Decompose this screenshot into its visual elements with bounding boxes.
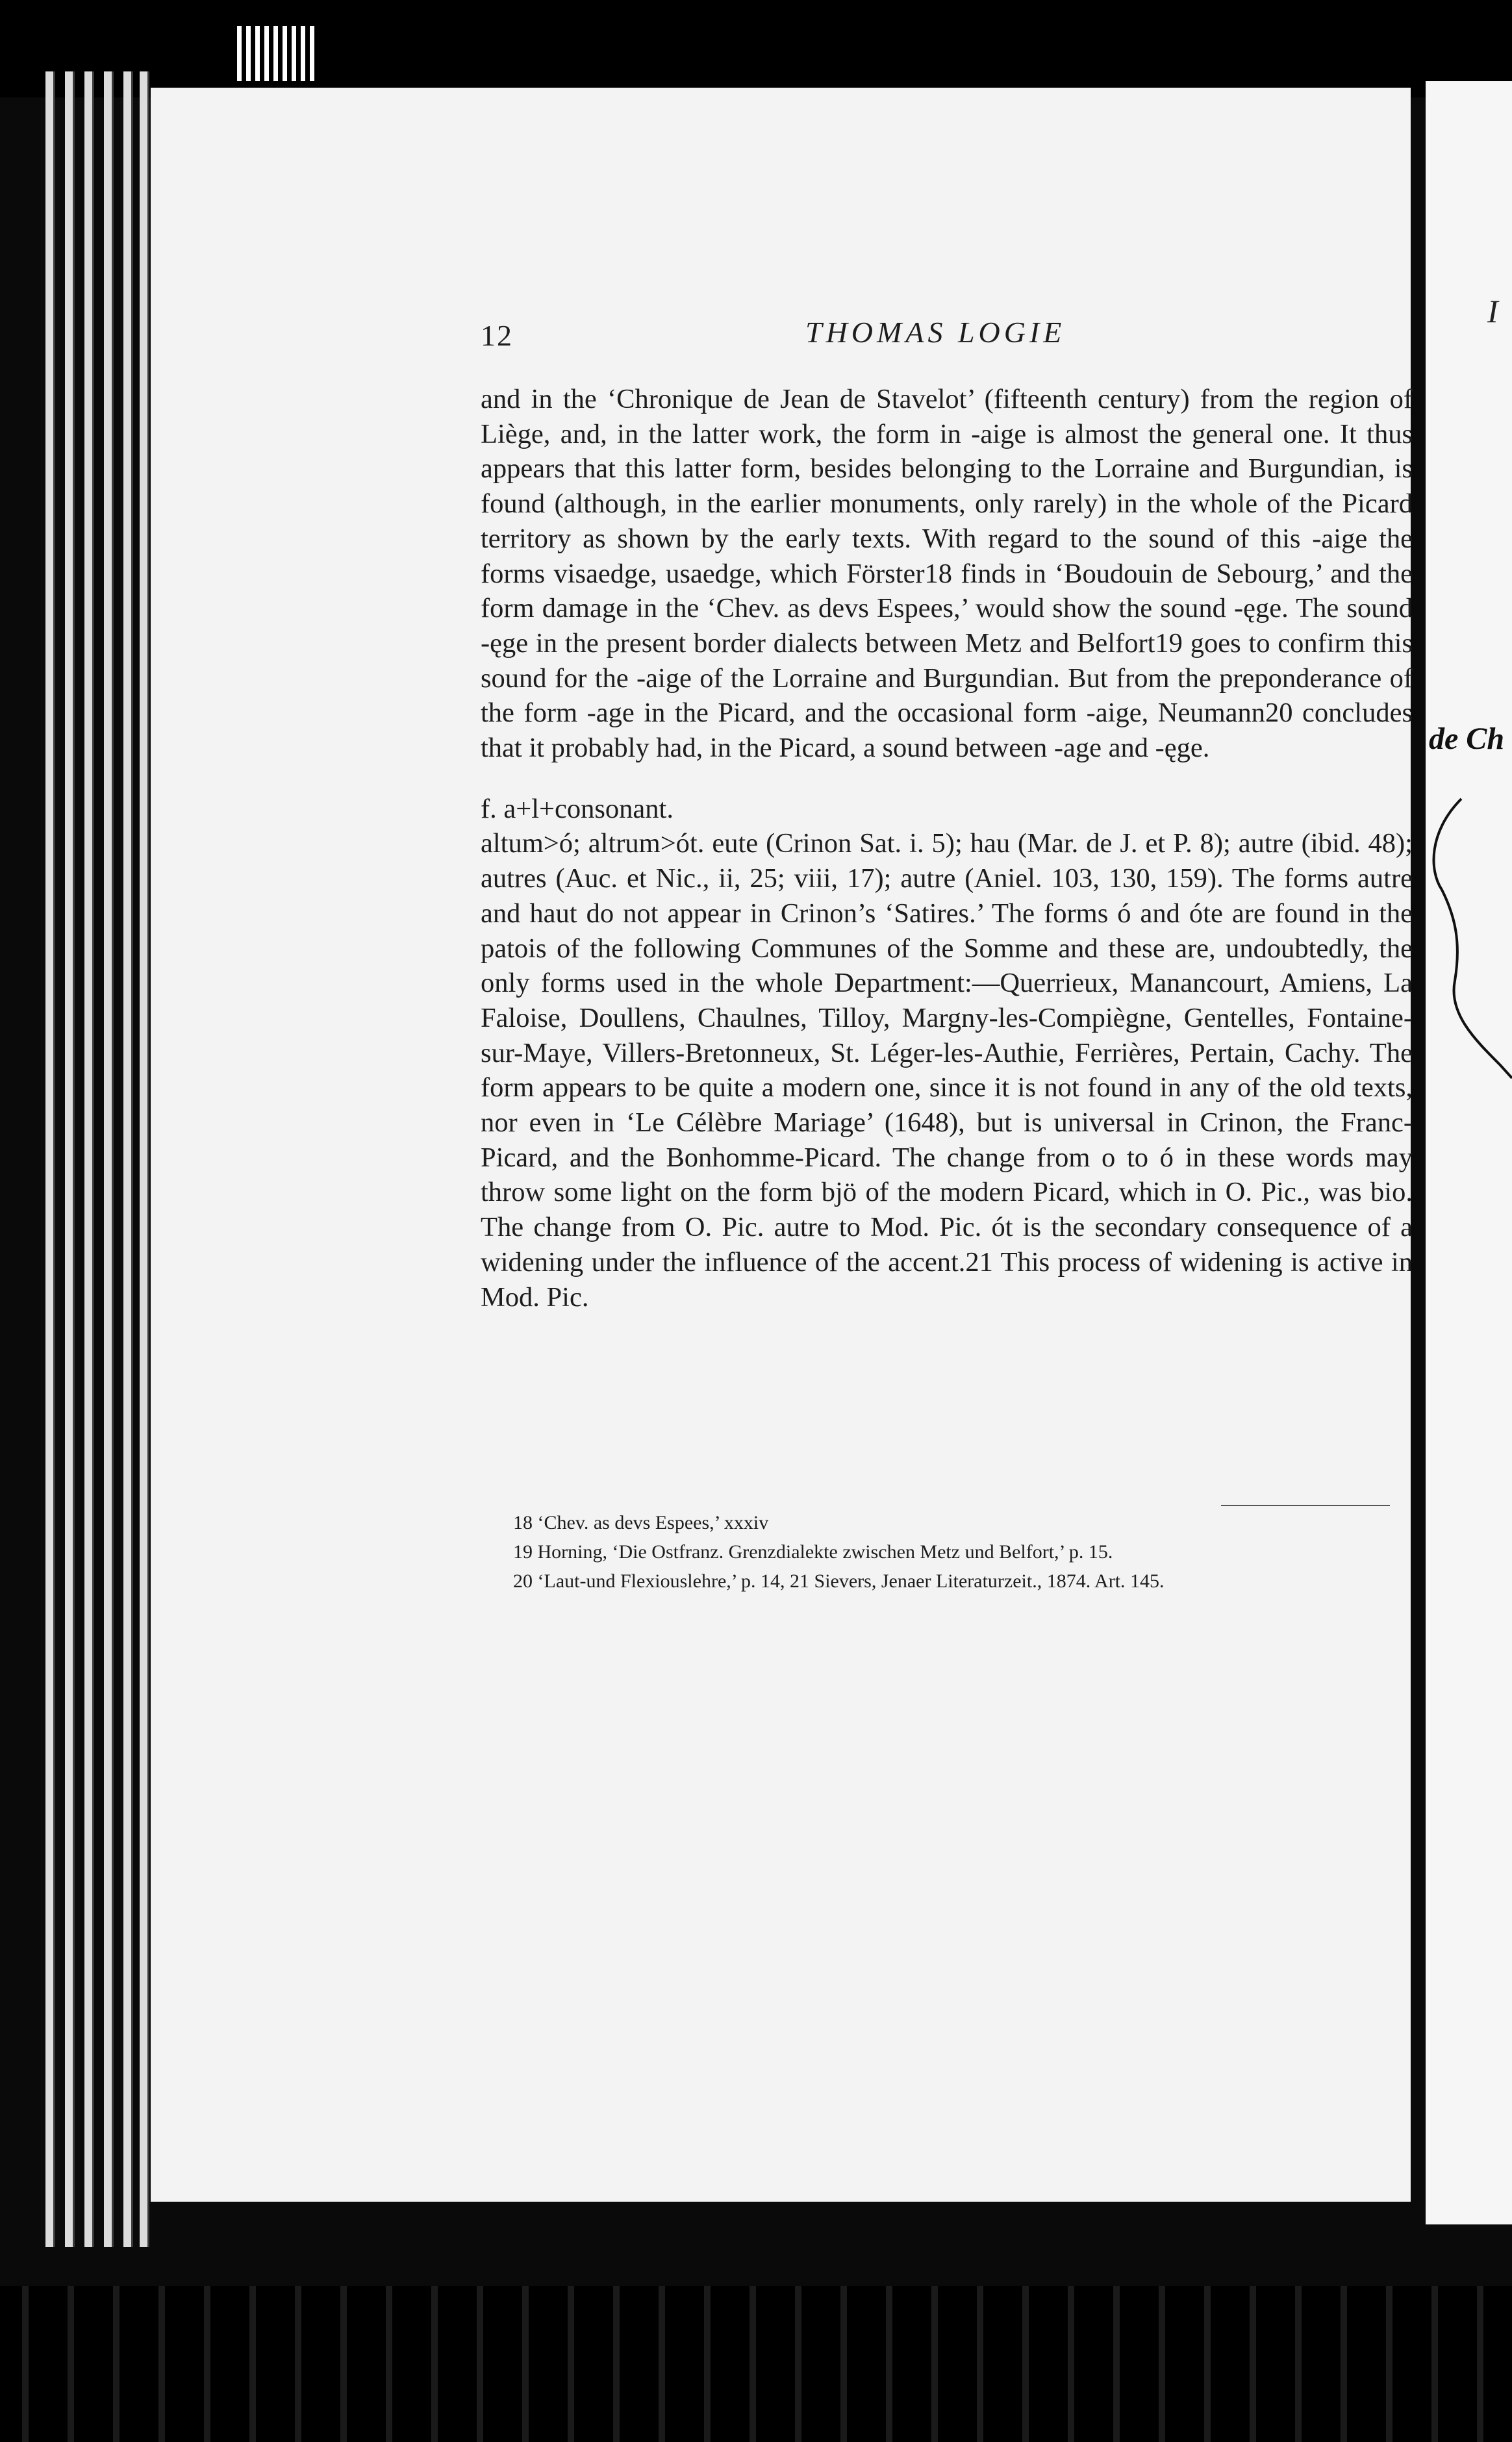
facing-map-line xyxy=(1422,792,1512,1182)
film-top-strip xyxy=(0,0,1512,97)
paragraph: and in the ‘Chronique de Jean de Stavelot’ (fifteenth century) from the region of Liège, and, in the latter work, the form in -aige is almost the general one. It thus appears that this latter form, besides belonging to the Lorraine and Burgundian, is found (although, in the earlier monuments, only rarely) in the whole of the Picard territory as shown by the early texts. With regard to the sound of this -aige the forms visaedge, usaedge, which Förster18 finds in ‘Boudouin de Sebourg,’ and the form damage in the ‘Chev. as devs Espees,’ would show the sound -ęge. The sound -ęge in the present border dialects between Metz and Belfort19 goes to confirm this sound for the -aige of the Lorraine and Burgundian. But from the preponderance of the form -age in the Picard, and the occasional form -aige, Neumann20 concludes that it probably had, in the Picard, a sound between -age and -ęge. xyxy=(481,384,1413,764)
page-edge xyxy=(45,71,55,2247)
running-title: THOMAS LOGIE xyxy=(805,316,1066,349)
film-bottom-strip xyxy=(0,2286,1512,2442)
page-edge xyxy=(123,71,133,2247)
footnote-divider xyxy=(1221,1505,1390,1506)
body-text xyxy=(481,382,1413,1315)
page-edge xyxy=(140,71,149,2247)
spacer xyxy=(481,766,1413,792)
page-edge xyxy=(65,71,75,2247)
barcode-mark xyxy=(237,26,315,81)
page-edge xyxy=(84,71,94,2247)
page-number: 12 xyxy=(481,319,513,352)
footnotes xyxy=(513,1508,1422,1596)
footnote: 20 ‘Laut-und Flexiouslehre,’ p. 14, 21 Sievers, Jenaer Literaturzeit., 1874. Art. 145. xyxy=(513,1570,1165,1592)
page-edge xyxy=(104,71,114,2247)
facing-page-letter: I xyxy=(1487,293,1498,329)
facing-page-handwriting: de Ch xyxy=(1429,722,1505,756)
section-heading: f. a+l+consonant. xyxy=(481,793,674,824)
footnote: 18 ‘Chev. as devs Espees,’ xxxiv xyxy=(513,1512,769,1533)
paragraph: altum>ó; altrum>ót. eute (Crinon Sat. i. 5); hau (Mar. de J. et P. 8); autre (ibid. 48); autres (Auc. et Nic., ii, 25; viii, 17); autre (Aniel. 103, 130, 159). The forms autre and haut do not appear in Crinon’s ‘Satires.’ The forms ó and óte are found in the patois of the following Communes of the Somme and these are, undoubtedly, the only forms used in the whole Department:—Querrieux, Manancourt, Amiens, La Faloise, Doullens, Chaulnes, Tilloy, Margny-les-Compiègne, Gentelles, Fontaine-sur-Maye, Villers-Bretonneux, St. Léger-les-Authie, Ferrières, Pertain, Cachy. The form appears to be quite a modern one, since it is not found in any of the old texts, nor even in ‘Le Célèbre Mariage’ (1648), but is universal in Crinon, the Franc-Picard, and the Bonhomme-Picard. The change from o to ó in these words may throw some light on the form bjö of the modern Picard, which in O. Pic., was bio. The change from O. Pic. autre to Mod. Pic. ót is the secondary consequence of a widening under the influence of the accent.21 This process of widening is active in Mod. Pic. xyxy=(481,828,1413,1313)
footnote: 19 Horning, ‘Die Ostfranz. Grenzdialekte zwischen Metz und Belfort,’ p. 15. xyxy=(513,1541,1113,1563)
